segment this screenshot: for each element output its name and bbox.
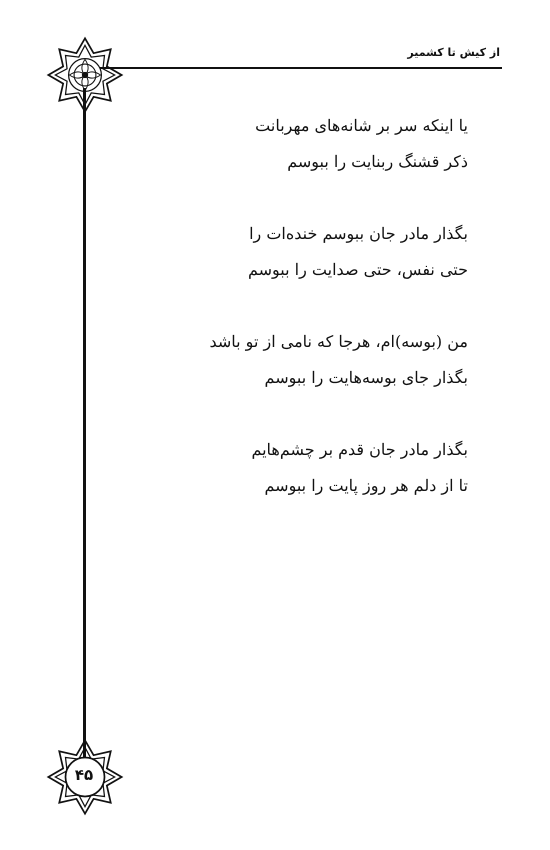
- poem: [120, 108, 468, 540]
- poem-line: من (بوسه)ام، هرجا که نامی از تو باشد: [209, 332, 468, 351]
- header-rule: [100, 67, 502, 69]
- page-number: ۴۵: [74, 766, 94, 784]
- running-header-title: از کیش تا کشمیر: [407, 46, 500, 59]
- poem-line: بگذار جای بوسه‌هایت را ببوسم: [264, 368, 468, 387]
- page-border-vertical-line: [83, 88, 86, 778]
- ornament-top-icon: [46, 36, 124, 114]
- poem-line: ذکر قشنگ ربنایت را ببوسم: [287, 152, 468, 171]
- poem-line: تا از دلم هر روز پایت را ببوسم: [264, 476, 468, 495]
- stanza: [120, 432, 468, 504]
- poem-line: یا اینکه سر بر شانه‌های مهربانت: [255, 116, 468, 135]
- poem-line: بگذار مادر جان ببوسم خنده‌ات را: [249, 224, 468, 243]
- poem-line: حتی نفس، حتی صدایت را ببوسم: [247, 260, 468, 279]
- poem-line: بگذار مادر جان قدم بر چشم‌هایم: [251, 440, 468, 459]
- stanza: [120, 216, 468, 288]
- stanza: [120, 324, 468, 396]
- stanza: [120, 108, 468, 180]
